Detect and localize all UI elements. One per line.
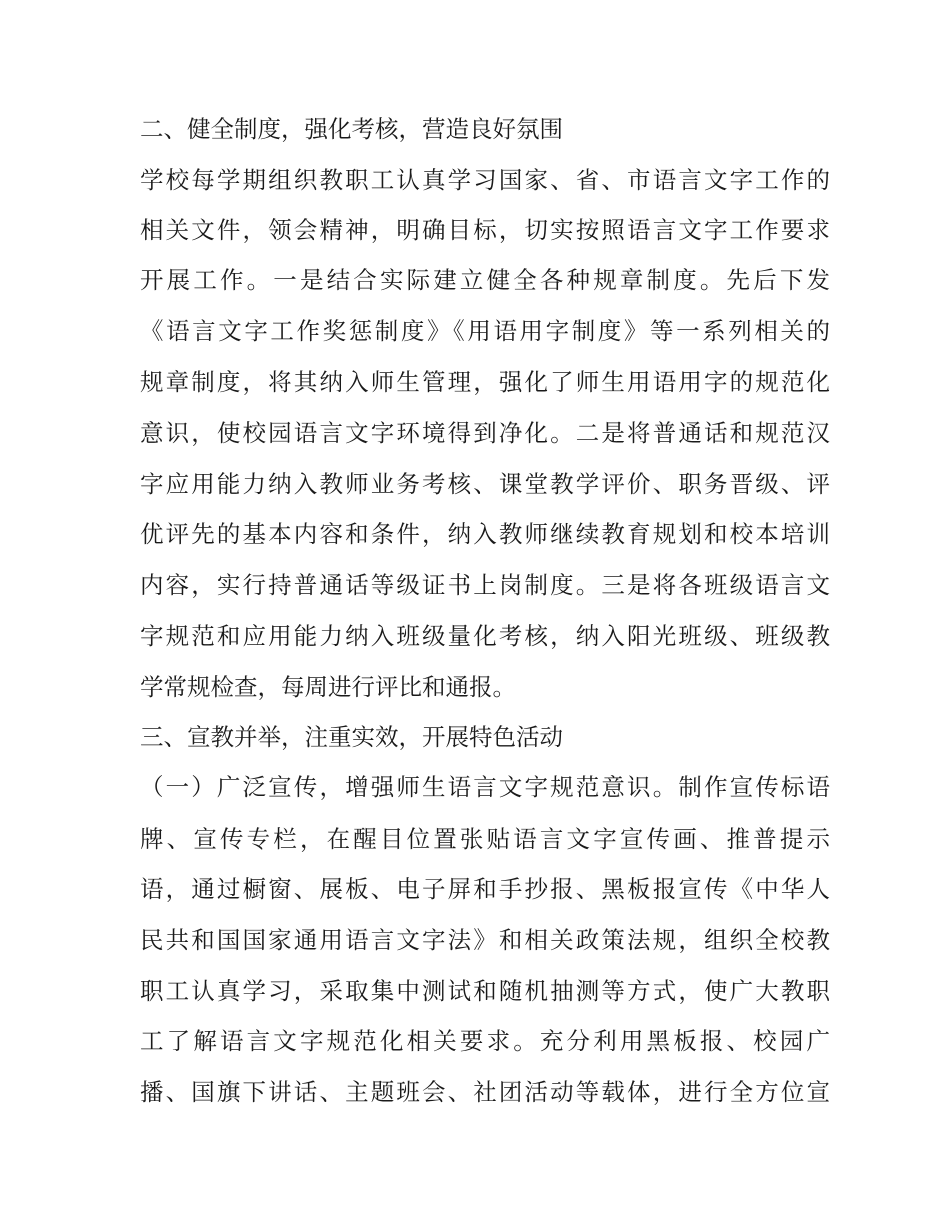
- section-heading-3: 三、宣教并举，注重实效，开展特色活动: [140, 723, 563, 751]
- paragraph-line: 字规范和应用能力纳入班级量化考核，纳入阳光班级、班级教: [140, 622, 830, 650]
- paragraph-line: 意识，使校园语言文字环境得到净化。二是将普通话和规范汉: [140, 419, 830, 447]
- paragraph-line-last: 学常规检查，每周进行评比和通报。: [140, 673, 516, 701]
- paragraph-line: 职工认真学习，采取集中测试和随机抽测等方式，使广大教职: [140, 977, 830, 1005]
- paragraph-line: （一）广泛宣传，增强师生语言文字规范意识。制作宣传标语: [140, 773, 830, 801]
- paragraph-line: 工了解语言文字规范化相关要求。充分利用黑板报、校园广: [140, 1027, 830, 1055]
- paragraph-line: 牌、宣传专栏，在醒目位置张贴语言文字宣传画、推普提示: [140, 825, 830, 853]
- paragraph-line: 字应用能力纳入教师业务考核、课堂教学评价、职务晋级、评: [140, 470, 830, 498]
- paragraph-line: 民共和国国家通用语言文字法》和相关政策法规，组织全校教: [140, 926, 830, 954]
- paragraph-line: 相关文件，领会精神，明确目标，切实按照语言文字工作要求: [140, 216, 830, 244]
- paragraph-line: 《语言文字工作奖惩制度》《用语用字制度》等一系列相关的: [140, 317, 830, 345]
- paragraph-line: 优评先的基本内容和条件，纳入教师继续教育规划和校本培训: [140, 520, 830, 548]
- paragraph-line: 语，通过橱窗、展板、电子屏和手抄报、黑板报宣传《中华人: [140, 875, 830, 903]
- paragraph-line: 播、国旗下讲话、主题班会、社团活动等载体，进行全方位宣: [140, 1078, 830, 1106]
- paragraph-line: 学校每学期组织教职工认真学习国家、省、市语言文字工作的: [140, 166, 830, 194]
- section-heading-2: 二、健全制度，强化考核，营造良好氛围: [140, 115, 563, 143]
- paragraph-line: 开展工作。一是结合实际建立健全各种规章制度。先后下发: [140, 266, 830, 294]
- paragraph-line: 规章制度，将其纳入师生管理，强化了师生用语用字的规范化: [140, 368, 830, 396]
- paragraph-line: 内容，实行持普通话等级证书上岗制度。三是将各班级语言文: [140, 571, 830, 599]
